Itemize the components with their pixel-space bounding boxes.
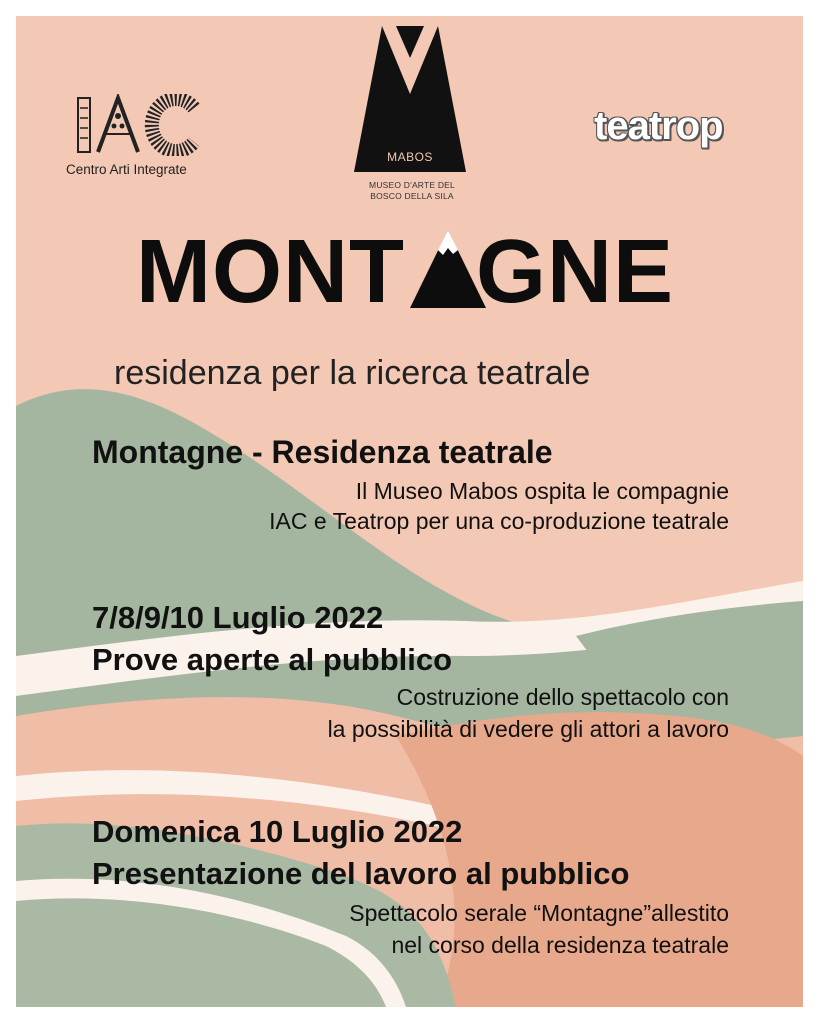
section-title: Prove aperte al pubblico bbox=[92, 642, 453, 677]
section-description-line: nel corso della residenza teatrale bbox=[391, 932, 729, 958]
mabos-logo bbox=[352, 24, 472, 204]
teatrop-logo bbox=[594, 104, 769, 154]
section-description-line: Spettacolo serale “Montagne”allestito bbox=[349, 900, 729, 926]
page-title bbox=[136, 222, 696, 322]
section-description-line: la possibilità di vedere gli attori a lavoro bbox=[327, 716, 729, 742]
subtitle: residenza per la ricerca teatrale bbox=[114, 354, 591, 392]
iac-subtitle: Centro Arti Integrate bbox=[66, 162, 187, 177]
mabos-subtitle-line2: BOSCO DELLA SILA bbox=[370, 191, 454, 201]
section-date: 7/8/9/10 Luglio 2022 bbox=[92, 600, 384, 635]
mabos-name: MABOS bbox=[387, 150, 433, 164]
teatrop-wordmark: teatrop bbox=[594, 104, 723, 148]
title-left-part: MONT bbox=[136, 222, 405, 322]
section-date: Domenica 10 Luglio 2022 bbox=[92, 814, 463, 849]
mabos-subtitle-line1: MUSEO D'ARTE DEL bbox=[369, 180, 455, 190]
iac-logo bbox=[66, 94, 216, 184]
snow-peak-icon bbox=[410, 228, 486, 308]
section-title: Presentazione del lavoro al pubblico bbox=[92, 856, 630, 891]
title-right-part: GNE bbox=[476, 222, 675, 322]
section-description-line: Il Museo Mabos ospita le compagnie bbox=[355, 478, 729, 504]
section-title: Montagne - Residenza teatrale bbox=[92, 434, 553, 470]
section-description-line: IAC e Teatrop per una co-produzione teatrale bbox=[269, 508, 729, 534]
section-description-line: Costruzione dello spettacolo con bbox=[396, 684, 729, 710]
poster bbox=[16, 16, 803, 1007]
iac-letters-icon bbox=[72, 94, 202, 156]
